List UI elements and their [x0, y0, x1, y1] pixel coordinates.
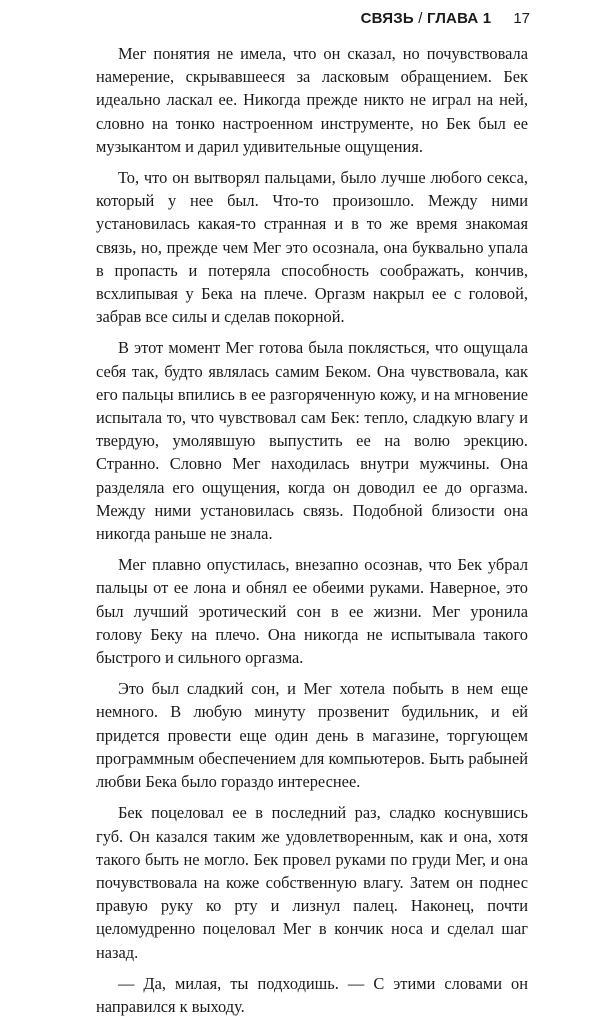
paragraph: — Да, милая, ты подходишь. — С этими словами он направился к выходу. — [96, 973, 528, 1016]
body-text — [96, 42, 528, 1026]
paragraph: Мег понятия не имела, что он сказал, но почувствовала намерение, скрывавшееся за ласковым обращением. Бек идеально ласкал ее. Никогда прежде никто не играл на ней, словно на тонко настроенном инструменте, но Бек был ее музыкантом и дарил удивительные ощущения. — [96, 44, 528, 156]
paragraph: То, что он вытворял пальцами, было лучше любого секса, который у нее был. Что-то произошло. Между ними установилась какая-то странная и в то же время знакомая связь, но, прежде чем Мег это осознала, она буквально упала в пропасть и потеряла способность соображать, кончив, всхлипывая у Бека на плече. Оргазм накрыл ее с головой, забрав все силы и сделав покорной. — [96, 168, 528, 327]
running-head — [361, 10, 530, 27]
chapter-label: ГЛАВА 1 — [426, 10, 492, 27]
paragraph: В этот момент Мег готова была поклясться, что ощущала себя так, будто являлась самим Беком. Она чувствовала, как его пальцы впились в ее разгоряченную кожу, и на мгновение испытала то, что чувствовал сам Бек: тепло, сладкую влагу и твердую, умолявшую выпустить ее на волю эрекцию. Странно. Словно Мег находилась внутри мужчины. Она разделяла его ощущения, когда он доводил ее до оргазма. Между ними установилась связь. Подобной близости она никогда раньше не знала. — [96, 338, 528, 544]
paragraph: Бек поцеловал ее в последний раз, сладко коснувшись губ. Он казался таким же удовлетворенным, как и она, хотя такого быть не могло. Бек провел руками по груди Мег, и она почувствовала на коже собственную влагу. Затем он поднес правую руку ко рту и лизнул палец. Наконец, почти целомудренно поцеловал Мег в кончик носа и сделал шаг назад. — [96, 803, 528, 962]
chapter-heading — [361, 10, 492, 27]
paragraph: Это был сладкий сон, и Мег хотела побыть в нем еще немного. В любую минуту прозвенит будильник, и ей придется провести еще один день в магазине, торгующем программным обеспечением для компьютеров. Быть рабыней любви Бека было гораздо интереснее. — [96, 679, 528, 792]
page-number: 17 — [513, 10, 530, 27]
paragraph: Мег плавно опустилась, внезапно осознав, что Бек убрал пальцы от ее лона и обнял ее обеими руками. Наверное, это был лучший эротический сон в ее жизни. Мег уронила голову Беку на плечо. Она никогда не испытывала такого быстрого и сильного оргазма. — [96, 555, 528, 668]
chapter-title: СВЯЗЬ — [360, 10, 414, 27]
chapter-separator: / — [418, 10, 423, 27]
